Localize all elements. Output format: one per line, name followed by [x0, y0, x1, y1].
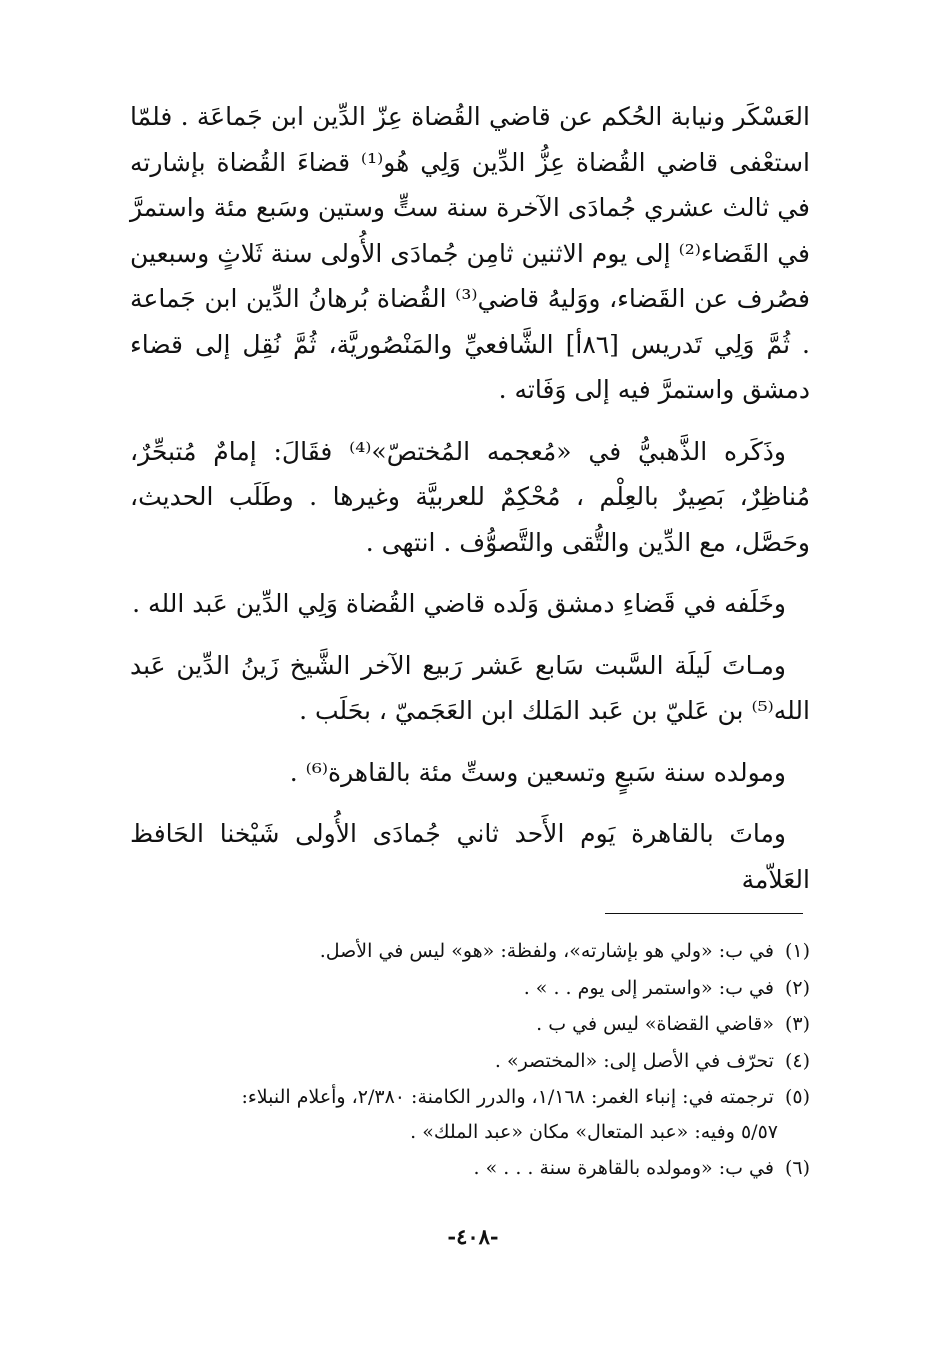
page-number: -٤٠٨- — [447, 1224, 499, 1249]
footnote-text: في ب: «ومولده بالقاهرة سنة . . . » . — [473, 1157, 774, 1179]
paragraph-dhahabi-quote: وذَكَره الذَّهبيُّ في «مُعجمه المُختصّ»⁽⁴⁾ فقَالَ: إمامٌ مُتبحِّرٌ، مُناظِرٌ، بَصِيرٌ بالعِلْم ، مُحْكِمٌ للعربيَّة وغيرها . وطَلَب الحديث، وحَصَّل، مع الدِّين والتُّقى والتَّصوُّف . انتهى . — [130, 436, 810, 557]
footnote-number: (١) — [784, 940, 810, 962]
paragraph-birth: ومولده سنة سَبعٍ وتسعين وستِّ مئة بالقاهرة⁽⁶⁾ . — [289, 757, 786, 787]
footnote-item — [130, 1151, 810, 1186]
footnotes-section — [130, 934, 810, 1188]
footnote-item — [130, 1080, 810, 1149]
footnote-text-continuation: ٥/٥٧ وفيه: «عبد المتعال» مكان «عبد الملك» . — [410, 1120, 778, 1143]
footnote-text: «قاضي القضاة» ليس في ب . — [536, 1013, 774, 1035]
footnote-item — [130, 934, 810, 969]
paragraph-death-shaykh: وماتَ بالقاهرة يَوم الأَحد ثاني جُمادَى الأُولى شَيْخنا الحَافظ العَلاّمة — [130, 819, 810, 894]
footnote-divider — [605, 913, 803, 914]
paragraph-successor: وخَلَفه في قَضاءِ دمشق وَلَده قاضي القُضاة وَلِي الدِّين عَبد الله . — [132, 589, 786, 618]
footnote-number: (٢) — [784, 976, 810, 999]
footnote-text: تحرّف في الأصل إلى: «المختصر» . — [494, 1049, 774, 1072]
footnote-text: ترجمته في: إنباء الغمر: ١/١٦٨، والدرر الكامنة: ٢/٣٨٠، وأعلام النبلاء: — [241, 1086, 774, 1108]
footnote-text: في ب: «واستمر إلى يوم . . » . — [523, 976, 774, 999]
footnote-number: (٤) — [784, 1049, 810, 1072]
paragraph-biography-continued: العَسْكَر ونيابة الحُكم عن قاضي القُضاة عِزّ الدِّين ابن جَماعَة . فلمّا استعْفى قاضي القُضاة عِزُّ الدِّين وَلِي هُو⁽¹⁾ قضاءَ القُضاة بإشارته في ثالث عشري جُمادَى الآخرة سنة ستٍّ وستين وسَبع مئة واستمرَّ في القَضاء⁽²⁾ إلى يوم الاثنين ثامِن جُمادَى الأُولى سنة ثَلاثٍ وسبعين فصُرف عن القَضاء، ووَليهُ قاضي⁽³⁾ القُضاة بُرهانُ الدِّين ابن جَماعة . ثُمَّ وَلِي تَدريس [٨٦أ] الشَّافعيِّ والمَنْصُوريَّة، ثُمَّ نُقِل إلى قضاء دمشق واستمرَّ فيه إلى وَفَاته . — [130, 102, 811, 404]
footnote-number: (٣) — [784, 1013, 810, 1035]
main-text-body — [130, 94, 810, 902]
footnote-item — [130, 1007, 810, 1042]
footnote-item — [130, 1044, 810, 1079]
footnote-text: في ب: «ولي هو بإشارته»، ولفظة: «هو» ليس في الأصل. — [319, 940, 774, 962]
footnote-number: (٦) — [784, 1157, 810, 1179]
footnote-item — [130, 971, 810, 1006]
footnote-number: (٥) — [784, 1086, 810, 1108]
paragraph-death-ibn-ajami: ومـاتَ لَيلَة السَّبت سَابع عَشر رَبيع الآخر الشَّيخ زَينُ الدِّين عَبد الله⁽⁵⁾ بن عَليّ بن عَبد المَلك ابن العَجَميّ ، بحَلَب . — [130, 650, 810, 725]
